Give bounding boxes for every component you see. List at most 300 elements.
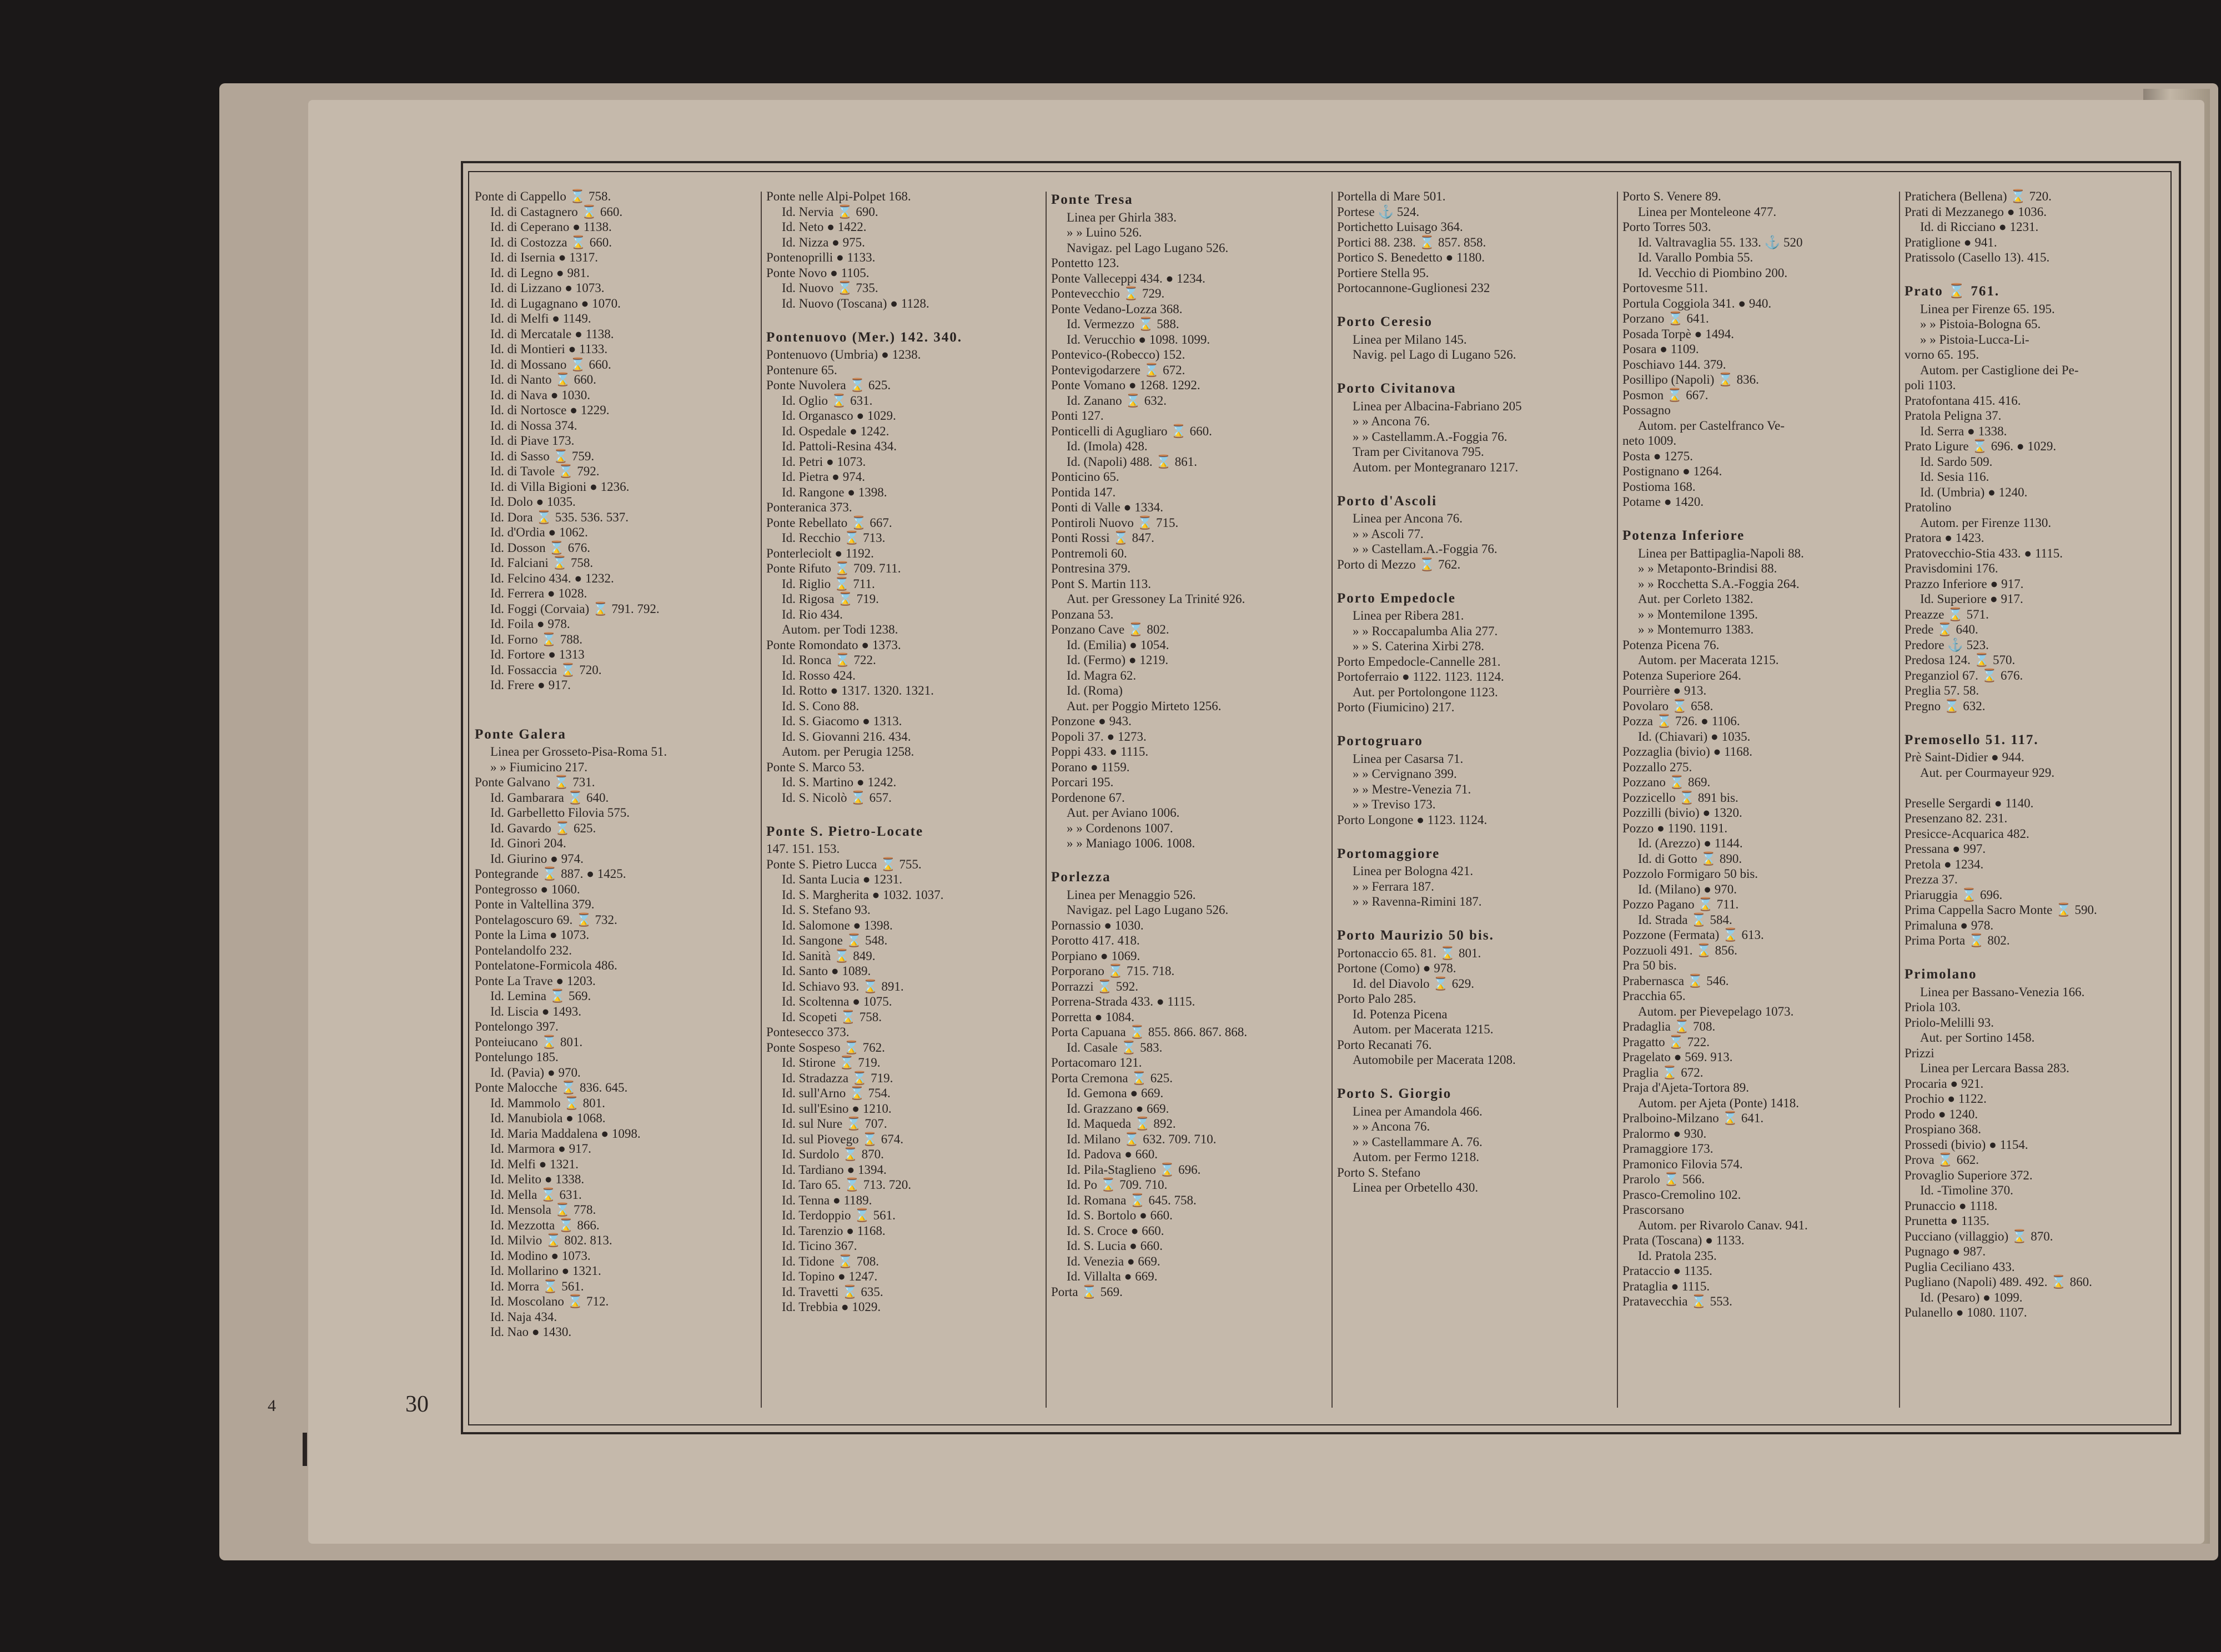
section-heading: Portomaggiore	[1337, 846, 1440, 861]
index-entry: Id. Ferrera ● 1028.	[490, 586, 587, 600]
index-entry: Possagno	[1622, 403, 1671, 417]
index-entry: Ponte Vedano-Lozza 368.	[1051, 302, 1183, 316]
index-entry: Aut. per Portolongone 1123.	[1353, 685, 1498, 699]
index-entry: Id. Riglio ⌛ 711.	[782, 576, 875, 591]
index-entry: Pratichera (Bellena) ⌛ 720.	[1905, 189, 2052, 203]
index-entry: Linea per Grosseto-Pisa-Roma 51.	[490, 745, 667, 759]
index-entry: Id. (Milano) ● 970.	[1638, 882, 1737, 896]
index-entry: » » Metaponto-Brindisi 88.	[1638, 561, 1777, 575]
index-entry: Prazzo Inferiore ● 917.	[1905, 576, 2024, 591]
index-entry: Id. Verucchio ● 1098. 1099.	[1067, 332, 1210, 347]
index-entry: Id. Surdolo ⌛ 870.	[782, 1147, 884, 1161]
index-entry: Id. Modino ● 1073.	[490, 1248, 591, 1263]
index-entry: Id. Nervia ⌛ 690.	[782, 204, 878, 219]
edge-bar	[303, 1433, 307, 1466]
index-entry: Linea per Orbetello 430.	[1353, 1181, 1479, 1194]
index-entry: Linea per Ribera 281.	[1353, 609, 1464, 622]
spacer	[1905, 780, 2165, 796]
index-entry: Id. Romana ⌛ 645. 758.	[1067, 1193, 1197, 1207]
index-entry: Id. (Emilia) ● 1054.	[1067, 637, 1169, 652]
index-entry: vorno 65. 195.	[1905, 348, 1979, 361]
index-entry: Posada Torpè ● 1494.	[1622, 327, 1734, 341]
index-entry: Id. di Lizzano ● 1073.	[490, 281, 605, 295]
index-entry: Prova ⌛ 662.	[1905, 1153, 1979, 1167]
spacer	[1051, 851, 1328, 867]
index-entry: Ponte Nuvolera ⌛ 625.	[766, 378, 891, 392]
spacer	[1337, 572, 1613, 588]
index-entry: Id. Morra ⌛ 561.	[490, 1279, 584, 1293]
index-entry: Id. Nuovo (Toscana) ● 1128.	[782, 296, 929, 310]
index-entry: Id. (Roma)	[1067, 684, 1123, 697]
index-entry: Id. sull'Esino ● 1210.	[782, 1101, 892, 1116]
index-entry: Praja d'Ajeta-Tortora 89.	[1622, 1081, 1749, 1094]
index-entry: Id. di Costozza ⌛ 660.	[490, 235, 612, 249]
section-heading: Portogruaro	[1337, 734, 1423, 749]
spacer	[766, 805, 1041, 821]
index-entry: Id. Milvio ⌛ 802. 813.	[490, 1233, 612, 1247]
index-entry: Linea per Bassano-Venezia 166.	[1920, 985, 2085, 999]
index-entry: Primaluna ● 978.	[1905, 918, 1994, 932]
index-entry: Id. S. Martino ● 1242.	[782, 775, 897, 789]
index-entry: » » Ascoli 77.	[1353, 526, 1424, 541]
index-entry: Pontelongo 397.	[475, 1020, 559, 1033]
spacer	[766, 311, 1041, 327]
index-entry: Id. Mammolo ⌛ 801.	[490, 1096, 605, 1110]
index-entry: Id. di Nanto ⌛ 660.	[490, 373, 596, 386]
index-entry: Id. Naja 434.	[490, 1309, 557, 1324]
index-entry: Autom. per Montegranaro 1217.	[1353, 460, 1519, 474]
index-entry: Prato Ligure ⌛ 696. ● 1029.	[1905, 439, 2057, 453]
index-entry: Id. Foggi (Corvaia) ⌛ 791. 792.	[490, 601, 660, 616]
index-entry: Porta Capuana ⌛ 855. 866. 867. 868.	[1051, 1025, 1248, 1039]
spacer	[1905, 714, 2165, 729]
index-entry: Praglia ⌛ 672.	[1622, 1065, 1704, 1079]
section-heading: Porto S. Giorgio	[1337, 1086, 1452, 1101]
index-entry: Pontelandolfo 232.	[475, 943, 572, 957]
index-entry: Pucciano (villaggio) ⌛ 870.	[1905, 1229, 2053, 1243]
index-entry: Id. Vermezzo ⌛ 588.	[1067, 317, 1179, 331]
index-entry: Pratissolo (Casello 13). 415.	[1905, 250, 2050, 264]
index-entry: Porto Empedocle-Cannelle 281.	[1337, 654, 1501, 669]
index-entry: Autom. per Rivarolo Canav. 941.	[1638, 1218, 1808, 1232]
index-entry: Pontevecchio ⌛ 729.	[1051, 287, 1165, 300]
index-entry: Potame ● 1420.	[1622, 495, 1704, 509]
index-entry: Prabernasca ⌛ 546.	[1622, 973, 1729, 988]
index-entry: Id. Rosso 424.	[782, 668, 856, 682]
index-entry: Prospiano 368.	[1905, 1122, 1981, 1136]
index-entry: Id. di Villa Bigioni ● 1236.	[490, 479, 630, 494]
index-entry: Id. di Mossano ⌛ 660.	[490, 357, 611, 371]
index-entry: Ponticelli di Agugliaro ⌛ 660.	[1051, 424, 1212, 438]
index-entry: Preglia 57. 58.	[1905, 684, 1979, 697]
index-entry: Id. Padova ● 660.	[1067, 1147, 1158, 1161]
index-entry: Linea per Amandola 466.	[1353, 1104, 1483, 1118]
index-entry: Pratola Peligna 37.	[1905, 409, 2002, 423]
index-entry: Pontenuovo (Umbria) ● 1238.	[766, 348, 921, 361]
index-entry: Pontiroli Nuovo ⌛ 715.	[1051, 515, 1179, 530]
index-entry: Ponti di Valle ● 1334.	[1051, 500, 1163, 514]
index-entry: Pozzilli (bivio) ● 1320.	[1622, 806, 1742, 820]
index-entry: Pozzallo 275.	[1622, 760, 1692, 774]
index-entry: Porto di Mezzo ⌛ 762.	[1337, 557, 1461, 571]
index-entry: Pragelato ● 569. 913.	[1622, 1050, 1733, 1064]
index-entry: Prunetta ● 1135.	[1905, 1214, 1989, 1228]
index-entry: Porrazzi ⌛ 592.	[1051, 979, 1139, 993]
index-entry: » » Castellamm.A.-Foggia 76.	[1353, 429, 1508, 444]
index-entry: Id. Potenza Picena	[1353, 1007, 1448, 1021]
index-entry: Pratovecchio-Stia 433. ● 1115.	[1905, 546, 2063, 560]
section-heading: Porto Maurizio 50 bis.	[1337, 928, 1494, 943]
index-entry: Id. S. Giacomo ● 1313.	[782, 714, 902, 728]
index-entry: Prossedi (bivio) ● 1154.	[1905, 1137, 2028, 1152]
index-entry: Id. Gambarara ⌛ 640.	[490, 790, 609, 805]
index-entry: Prataglia ● 1115.	[1622, 1279, 1710, 1293]
index-entry: Id. S. Margherita ● 1032. 1037.	[782, 887, 944, 902]
spacer	[1337, 910, 1613, 925]
index-entry: Id. Tidone ⌛ 708.	[782, 1254, 879, 1268]
index-entry: Ponti 127.	[1051, 409, 1104, 423]
index-entry: Id. Organasco ● 1029.	[782, 409, 896, 423]
index-entry: Id. Liscia ● 1493.	[490, 1004, 581, 1018]
index-entry: » » Ancona 76.	[1353, 414, 1430, 428]
index-entry: Prunaccio ● 1118.	[1905, 1198, 1998, 1213]
index-entry: Linea per Ghirla 383.	[1067, 210, 1177, 224]
index-entry: Id. Giurino ● 974.	[490, 851, 584, 866]
index-column-1	[475, 189, 755, 1405]
index-entry: Portonaccio 65. 81. ⌛ 801.	[1337, 946, 1481, 960]
index-entry: Id. Ronca ⌛ 722.	[782, 653, 876, 667]
index-entry: Id. Maqueda ⌛ 892.	[1067, 1117, 1176, 1131]
index-entry: Id. d'Ordia ● 1062.	[490, 525, 588, 539]
index-entry: Id. Dosson ⌛ 676.	[490, 540, 591, 555]
index-entry: Porto (Fiumicino) 217.	[1337, 700, 1455, 714]
index-entry: Prarolo ⌛ 566.	[1622, 1172, 1705, 1186]
index-entry: Id. Trebbia ● 1029.	[782, 1300, 881, 1314]
index-entry: » » Treviso 173.	[1353, 797, 1436, 811]
index-entry: Presicce-Acquarica 482.	[1905, 826, 2029, 841]
index-entry: » » Ancona 76.	[1353, 1119, 1430, 1133]
index-entry: Ponticino 65.	[1051, 470, 1119, 484]
index-entry: Popoli 37. ● 1273.	[1051, 729, 1147, 744]
index-column-5	[1622, 189, 1895, 1405]
index-entry: » » Cordenons 1007.	[1067, 821, 1173, 835]
index-entry: Id. Maria Maddalena ● 1098.	[490, 1126, 641, 1141]
index-entry: Linea per Battipaglia-Napoli 88.	[1638, 546, 1804, 560]
index-entry: Id. Fortore ● 1313	[490, 647, 585, 661]
index-entry: Id. S. Nicolò ⌛ 657.	[782, 790, 892, 805]
index-entry: Id. Manubiola ● 1068.	[490, 1111, 606, 1125]
index-entry: Pozzo ● 1190. 1191.	[1622, 821, 1728, 835]
column-rule	[1617, 192, 1618, 1408]
index-entry: » » Cervignano 399.	[1353, 767, 1457, 781]
index-entry: Pontegrosso ● 1060.	[475, 882, 580, 896]
index-entry: Pontenoprilli ● 1133.	[766, 250, 876, 264]
index-entry: Pontevigodarzere ⌛ 672.	[1051, 363, 1185, 377]
index-entry: Ponteranica 373.	[766, 500, 852, 514]
index-entry: Pont S. Martin 113.	[1051, 576, 1151, 591]
index-entry: Id. Pattoli-Resina 434.	[782, 439, 897, 453]
index-entry: Id. S. Lucia ● 660.	[1067, 1239, 1163, 1253]
index-entry: » » Ferrara 187.	[1353, 879, 1434, 893]
index-entry: Tram per Civitanova 795.	[1353, 445, 1484, 459]
index-entry: Portella di Mare 501.	[1337, 189, 1446, 203]
index-entry: Pracchia 65.	[1622, 989, 1686, 1003]
section-heading: Potenza Inferiore	[1622, 528, 1745, 543]
index-entry: Id. (Umbria) ● 1240.	[1920, 485, 2028, 499]
index-entry: Prima Porta ⌛ 802.	[1905, 933, 2010, 947]
index-entry: Aut. per Corleto 1382.	[1638, 592, 1753, 606]
index-entry: Id. Grazzano ● 669.	[1067, 1101, 1169, 1116]
index-entry: Id. Terdoppio ⌛ 561.	[782, 1208, 896, 1222]
index-entry: Id. di Piave 173.	[490, 434, 575, 448]
index-entry: Id. Magra 62.	[1067, 668, 1137, 682]
index-entry: Posmon ⌛ 667.	[1622, 388, 1709, 402]
index-entry: Id. Ospedale ● 1242.	[782, 424, 890, 438]
index-entry: » » Montemilone 1395.	[1638, 607, 1758, 621]
index-entry: poli 1103.	[1905, 378, 1956, 392]
index-entry: Linea per Firenze 65. 195.	[1920, 302, 2055, 316]
index-entry: Portocannone-Guglionesi 232	[1337, 281, 1490, 295]
index-entry: Ponte nelle Alpi-Polpet 168.	[766, 189, 911, 203]
index-entry: Autom. per Macerata 1215.	[1353, 1022, 1494, 1036]
index-entry: Pra 50 bis.	[1622, 958, 1677, 972]
index-entry: Id. di Nossa 374.	[490, 418, 577, 433]
index-entry: » » Pistoia-Lucca-Li-	[1920, 332, 2029, 347]
section-heading: Porto Empedocle	[1337, 590, 1456, 606]
index-entry: Porto S. Stefano	[1337, 1165, 1421, 1179]
index-entry: Id. di Nortosce ● 1229.	[490, 403, 610, 417]
index-entry: Aut. per Aviano 1006.	[1067, 806, 1180, 820]
section-heading: Porto Ceresio	[1337, 314, 1433, 329]
index-entry: Poschiavo 144. 379.	[1622, 357, 1726, 371]
index-entry: Porta Cremona ⌛ 625.	[1051, 1071, 1173, 1085]
index-entry: » » Pistoia-Bologna 65.	[1920, 317, 2041, 331]
index-entry: Id. Superiore ● 917.	[1920, 592, 2023, 606]
index-entry: Navigaz. pel Lago Lugano 526.	[1067, 240, 1229, 255]
index-entry: Pontegrande ⌛ 887. ● 1425.	[475, 867, 626, 881]
index-entry: Pratavecchia ⌛ 553.	[1622, 1294, 1732, 1308]
index-entry: Id. Ticino 367.	[782, 1239, 857, 1253]
index-entry: Id. Valtravaglia 55. 133. ⚓ 520	[1638, 235, 1803, 249]
section-heading: Ponte S. Pietro-Locate	[766, 824, 924, 839]
index-entry: Pozzone (Fermata) ⌛ 613.	[1622, 928, 1764, 942]
section-heading: Premosello 51. 117.	[1905, 732, 2039, 747]
index-entry: Pontevico-(Robecco) 152.	[1051, 348, 1185, 361]
index-entry: Pragatto ⌛ 722.	[1622, 1035, 1710, 1049]
index-entry: Navigaz. pel Lago Lugano 526.	[1067, 903, 1229, 917]
index-entry: Id. di Ceperano ● 1138.	[490, 220, 612, 234]
index-entry: Priola 103.	[1905, 1000, 1961, 1014]
index-column-4	[1337, 189, 1613, 1405]
index-entry: Pulanello ● 1080. 1107.	[1905, 1305, 2027, 1319]
index-entry: Pontesecco 373.	[766, 1025, 850, 1039]
index-entry: Linea per Monteleone 477.	[1638, 204, 1777, 219]
index-entry: Id. di Castagnero ⌛ 660.	[490, 204, 623, 219]
index-entry: Pozzaglia (bivio) ● 1168.	[1622, 745, 1753, 759]
index-entry: Id. Varallo Pombia 55.	[1638, 250, 1753, 264]
section-heading: Ponte Tresa	[1051, 192, 1133, 207]
index-entry: Id. Stirone ⌛ 719.	[782, 1056, 881, 1069]
index-entry: Posara ● 1109.	[1622, 342, 1699, 356]
index-entry: Postioma 168.	[1622, 479, 1696, 494]
index-entry: Navig. pel Lago di Lugano 526.	[1353, 348, 1516, 361]
index-entry: Pretola ● 1234.	[1905, 857, 1984, 871]
index-entry: Id. -Timoline 370.	[1920, 1183, 2013, 1197]
index-entry: Prochio ● 1122.	[1905, 1092, 1987, 1106]
index-entry: Id. Po ⌛ 709. 710.	[1067, 1178, 1168, 1192]
index-entry: 147. 151. 153.	[766, 842, 840, 856]
index-entry: Id. Stradazza ⌛ 719.	[782, 1071, 893, 1085]
index-entry: Pontelatone-Formicola 486.	[475, 958, 617, 972]
index-entry: Porto Torres 503.	[1622, 220, 1711, 234]
index-entry: Portico S. Benedetto ● 1180.	[1337, 250, 1485, 264]
index-entry: Id. S. Cono 88.	[782, 699, 860, 713]
index-entry: Pugnago ● 987.	[1905, 1244, 1986, 1258]
index-entry: Id. Pratola 235.	[1638, 1248, 1717, 1263]
section-heading: Porlezza	[1051, 870, 1111, 885]
index-entry: Pourrière ● 913.	[1622, 684, 1707, 697]
index-entry: Ponteiucano ⌛ 801.	[475, 1035, 583, 1049]
edge-mark: 4	[268, 1397, 276, 1415]
index-entry: Id. Sesia 116.	[1920, 470, 1989, 484]
index-entry: Id. di Ricciano ● 1231.	[1920, 220, 2039, 234]
index-entry: Id. Mollarino ● 1321.	[490, 1264, 601, 1278]
index-entry: Id. Sardo 509.	[1920, 454, 1993, 469]
index-entry: Prata (Toscana) ● 1133.	[1622, 1233, 1745, 1247]
index-entry: Pontelungo 185.	[475, 1050, 559, 1064]
index-entry: » » Castellammare A. 76.	[1353, 1134, 1483, 1149]
index-entry: Porto Recanati 76.	[1337, 1037, 1432, 1052]
index-entry: Prede ⌛ 640.	[1905, 622, 1978, 636]
index-entry: Id. Petri ● 1073.	[782, 454, 866, 469]
index-entry: Posta ● 1275.	[1622, 449, 1693, 463]
section-heading: Porto d'Ascoli	[1337, 493, 1438, 509]
spacer	[475, 708, 755, 724]
index-entry: Pozzicello ⌛ 891 bis.	[1622, 790, 1738, 805]
index-entry: Id. Tardiano ● 1394.	[782, 1162, 887, 1177]
index-entry: Id. del Diavolo ⌛ 629.	[1353, 976, 1474, 991]
index-entry: Priolo-Melilli 93.	[1905, 1015, 1994, 1030]
index-entry: Portoferraio ● 1122. 1123. 1124.	[1337, 670, 1504, 684]
section-heading: Ponte Galera	[475, 726, 566, 742]
index-entry: » » Roccapalumba Alia 277.	[1353, 624, 1498, 638]
index-entry: Ponte in Valtellina 379.	[475, 897, 595, 911]
index-entry: Autom. per Castiglione dei Pe-	[1920, 363, 2079, 377]
index-entry: Prataccio ● 1135.	[1622, 1264, 1712, 1278]
index-entry: Id. di Sasso ⌛ 759.	[490, 449, 595, 463]
index-entry: Ponte S. Marco 53.	[766, 760, 865, 774]
index-entry: Id. S. Bortolo ● 660.	[1067, 1208, 1173, 1222]
index-entry: Id. Frere ● 917.	[490, 678, 571, 692]
index-entry: Pontresina 379.	[1051, 561, 1131, 575]
index-entry: Porto S. Venere 89.	[1622, 189, 1721, 203]
index-entry: » » Montemurro 1383.	[1638, 622, 1754, 636]
index-entry: Linea per Menaggio 526.	[1067, 887, 1196, 902]
index-entry: Prasco-Cremolino 102.	[1622, 1187, 1741, 1202]
spacer	[1337, 827, 1613, 843]
index-column-2	[766, 189, 1041, 1405]
index-entry: Id. Garbelletto Filovia 575.	[490, 806, 630, 820]
index-entry: Id. Tarenzio ● 1168.	[782, 1223, 886, 1238]
index-entry: Id. Salomone ● 1398.	[782, 918, 893, 932]
index-entry: Povolaro ⌛ 658.	[1622, 699, 1714, 713]
index-entry: Id. Villalta ● 669.	[1067, 1269, 1158, 1283]
index-entry: Ponte Rifuto ⌛ 709. 711.	[766, 561, 901, 575]
spacer	[1622, 510, 1895, 525]
index-entry: Pratofontana 415. 416.	[1905, 393, 2021, 408]
index-entry: Id. Scopeti ⌛ 758.	[782, 1010, 882, 1024]
index-entry: Id. Taro 65. ⌛ 713. 720.	[782, 1178, 911, 1192]
spacer	[1905, 948, 2165, 964]
index-entry: Prima Cappella Sacro Monte ⌛ 590.	[1905, 903, 2097, 917]
spacer	[475, 693, 755, 709]
index-entry: Linea per Casarsa 71.	[1353, 751, 1464, 766]
index-entry: Predore ⚓ 523.	[1905, 637, 1989, 652]
index-entry: Linea per Albacina-Fabriano 205	[1353, 399, 1522, 413]
index-entry: Portula Coggiola 341. ● 940.	[1622, 296, 1772, 310]
index-entry: » » Luino 526.	[1067, 225, 1142, 239]
index-entry: Porotto 417. 418.	[1051, 933, 1140, 947]
column-rule	[1046, 192, 1047, 1408]
index-entry: Id. Santo ● 1089.	[782, 964, 871, 978]
index-entry: Pozzo Pagano ⌛ 711.	[1622, 897, 1739, 911]
index-entry: Id. Gavardo ⌛ 625.	[490, 821, 596, 835]
index-entry: Id. Sangone ⌛ 548.	[782, 933, 888, 947]
index-entry: Potenza Superiore 264.	[1622, 668, 1741, 682]
index-entry: Pramonico Filovia 574.	[1622, 1157, 1743, 1171]
index-entry: Portacomaro 121.	[1051, 1056, 1142, 1069]
index-entry: Pugliano (Napoli) 489. 492. ⌛ 860.	[1905, 1275, 2092, 1289]
index-entry: Id. Melito ● 1338.	[490, 1172, 585, 1186]
index-entry: Ponte S. Pietro Lucca ⌛ 755.	[766, 857, 922, 871]
index-entry: Portone (Como) ● 978.	[1337, 961, 1456, 975]
index-entry: Id. Mezzotta ⌛ 866.	[490, 1218, 600, 1232]
index-entry: Pordenone 67.	[1051, 790, 1125, 805]
index-entry: Aut. per Poggio Mirteto 1256.	[1067, 699, 1222, 713]
index-entry: Id. (Fermo) ● 1219.	[1067, 653, 1169, 667]
index-entry: Id. Oglio ⌛ 631.	[782, 393, 873, 408]
index-entry: Id. (Napoli) 488. ⌛ 861.	[1067, 454, 1197, 469]
index-column-6	[1905, 189, 2165, 1405]
index-entry: Potenza Picena 76.	[1622, 637, 1720, 652]
index-entry: Autom. per Ajeta (Ponte) 1418.	[1638, 1096, 1800, 1110]
index-entry: Id. Nizza ● 975.	[782, 235, 865, 249]
index-entry: Porta ⌛ 569.	[1051, 1284, 1123, 1299]
index-entry: Ponte Malocche ⌛ 836. 645.	[475, 1081, 628, 1094]
index-entry: Porcari 195.	[1051, 775, 1114, 789]
index-entry: Preazze ⌛ 571.	[1905, 607, 1989, 621]
index-entry: Linea per Ancona 76.	[1353, 511, 1463, 525]
index-entry: Id. sull'Arno ⌛ 754.	[782, 1086, 891, 1100]
index-entry: Autom. per Pievepelago 1073.	[1638, 1004, 1794, 1018]
index-entry: Id. Recchio ⌛ 713.	[782, 531, 886, 545]
index-entry: Pregno ⌛ 632.	[1905, 699, 1986, 713]
index-entry: Pravisdomini 176.	[1905, 561, 1998, 575]
index-entry: Ponzana 53.	[1051, 607, 1114, 621]
index-entry: Ponte la Lima ● 1073.	[475, 928, 590, 942]
index-entry: Ponzano Cave ⌛ 802.	[1051, 622, 1169, 636]
index-entry: Ponte Romondato ● 1373.	[766, 637, 901, 652]
index-entry: Id. (Pavia) ● 970.	[490, 1065, 581, 1079]
index-entry: Id. Milano ⌛ 632. 709. 710.	[1067, 1132, 1217, 1146]
column-rule	[1331, 192, 1333, 1408]
index-entry: Porrena-Strada 433. ● 1115.	[1051, 995, 1195, 1008]
index-entry: Id. Moscolano ⌛ 712.	[490, 1294, 609, 1308]
index-entry: Id. Serra ● 1338.	[1920, 424, 2007, 438]
index-entry: Id. di Gotto ⌛ 890.	[1638, 851, 1742, 866]
index-entry: Ponte Sospeso ⌛ 762.	[766, 1040, 885, 1055]
index-entry: Pozzuoli 491. ⌛ 856.	[1622, 943, 1737, 957]
